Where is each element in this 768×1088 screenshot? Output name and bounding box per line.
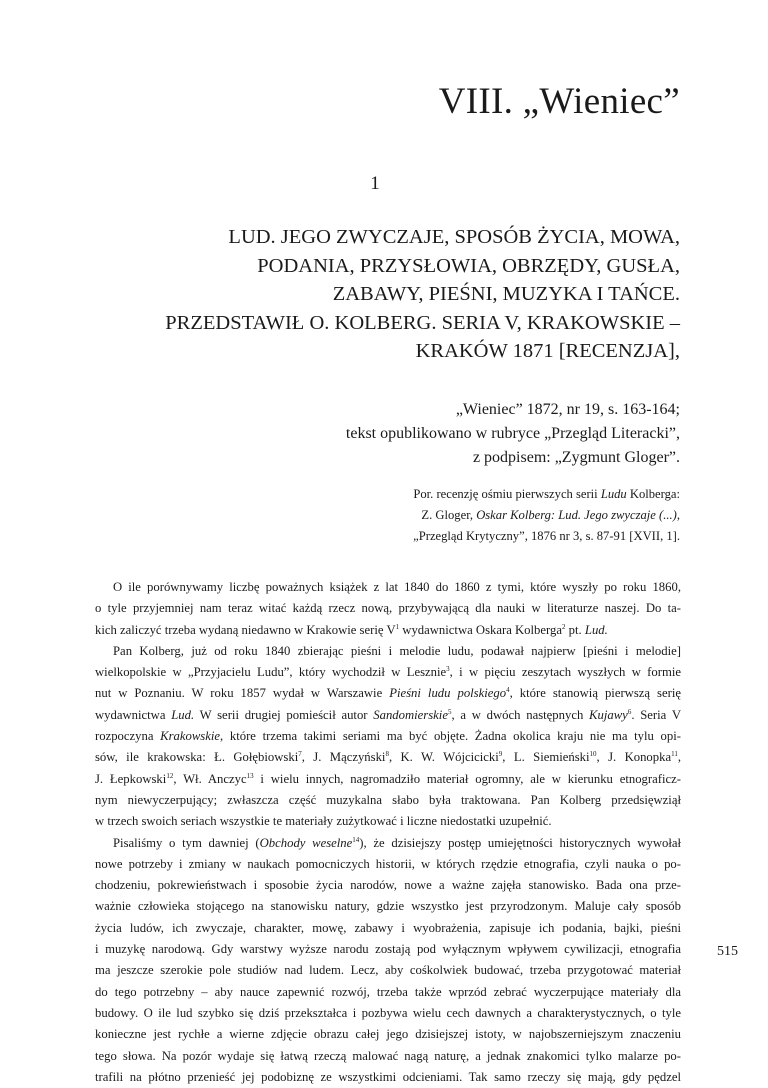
paragraph-line: życia ludów, ich zwyczaje, charakter, mowę, zabawy i wyobrażenia, zapisuje ich podania, bajki, pieśni <box>95 920 681 935</box>
paragraph-line: wydawnictwa Lud. W serii drugiej pomieścił autor Sandomierskie$^5$, a w dwóch następnych Kujawy$^6$. Seria V <box>95 707 681 722</box>
paragraph-line: budowy. O ile lud szybko się dziś przekształca i pozbywa wielu cech dawnych a charakterystycznych, o tyle <box>95 1005 681 1020</box>
source-note <box>120 398 680 470</box>
source-note-line: z podpisem: „Zygmunt Gloger”. <box>472 449 680 466</box>
article-title-line: KRAKÓW 1871 [RECENZJA], <box>415 340 680 362</box>
paragraph-line: J. Łepkowski$^{12}$, Wł. Anczyc$^{13}$ i wielu innych, nagromadziło materiał ogromny, ale w kierunku etnograficz- <box>95 771 681 786</box>
article-title-line: LUD. JEGO ZWYCZAJE, SPOSÓB ŻYCIA, MOWA, <box>228 226 680 248</box>
paragraph-line: nut w Poznaniu. W roku 1857 wydał w Warszawie Pieśni ludu polskiego$^4$, które stanowią pierwszą serię <box>95 686 681 701</box>
footnote-ref: 4 <box>506 686 510 695</box>
footnote-ref: 8 <box>385 750 389 759</box>
paragraph-line: konieczne jest rychłe a wierne zdjęcie obrazu całej jego dzisiejszej istoty, w najobszerniejszym znaczeniu <box>95 1027 681 1042</box>
paragraph-line: nowe potrzeby i zmiany w naukach pomocniczych historii, w których rzędzie etnografia, czyli nauka o po- <box>95 856 681 871</box>
article-title-line: PRZEDSTAWIŁ O. KOLBERG. SERIA V, KRAKOWSKIE – <box>165 311 680 334</box>
article-title <box>40 223 680 366</box>
paragraph-line: do tego potrzebny – aby nauce zapewnić rozwój, trzeba także wprzód zebrać wyczerpujące materiały dla <box>95 984 681 999</box>
footnote-ref: 7 <box>298 750 302 759</box>
paragraph-line: O ile porównywamy liczbę poważnych książek z lat 1840 do 1860 z tymi, które wyszły po roku 1860, <box>113 580 681 594</box>
see-also-line: Por. recenzję ośmiu pierwszych serii Ludu Kolberga: <box>413 487 680 501</box>
paragraph-line: ma jeszcze szerokie pole studiów nad ludem. Lecz, aby cośkolwiek budować, trzeba przygotować materiał <box>95 963 681 978</box>
paragraph-line: o tyle przyjemniej nam teraz witać każdą rzecz nową, przybywającą dla nauki w literaturze naszej. Do ta- <box>95 601 681 616</box>
paragraph-line: Pan Kolberg, już od roku 1840 zbierając pieśni i melodie ludu, podawał najpierw [pieśni i melodie] <box>113 643 681 658</box>
source-note-line: „Wieniec” 1872, nr 19, s. 163-164; <box>455 401 680 418</box>
chapter-title: VIII. „Wieniec” <box>438 81 680 122</box>
paragraph-line: Pisaliśmy o tym dawniej (Obchody weselne$^{14}$), że dzisiejszy postęp umiejętności historycznych wywołał <box>113 835 682 850</box>
paragraph-line: trafili na płótno przenieść jej podobiznę ze wszystkimi odcieniami. Tak samo rzeczy się mają, gdy pędzel <box>95 1069 681 1084</box>
footnote-ref: 13 <box>246 771 254 780</box>
footnote-ref: 14 <box>352 835 360 844</box>
footnote-ref: 11 <box>671 750 678 759</box>
footnote-ref: 1 <box>395 622 400 631</box>
paragraph-line: w trzech swoich seriach wszystkie te materiały zużytkować i liczne niedostatki uzupełnić. <box>95 814 552 829</box>
paragraph-line: kich zaliczyć trzeba wydaną niedawno w Krakowie serię $V^1$ wydawnictwa Oskara Kolberga$^2$ pt. Lud. <box>95 622 608 637</box>
paragraph-line: tego słowa. Na pozór wydaje się łatwą rzeczą malować nagą naturę, a jednak znakomici tylko malarze po- <box>95 1048 681 1063</box>
paragraph-line: i muzykę narodową. Gdy warstwy wyższe narodu zostają pod wyłącznym wpływem cywilizacji, etnografia <box>95 942 681 957</box>
paragraph-line: wielkopolskie w „Przyjacielu Ludu”, który wychodził w Lesznie$^3$, i w pięciu zeszytach wyszłych w formie <box>95 665 681 680</box>
footnote-ref: 2 <box>562 622 566 631</box>
footnote-ref: 3 <box>446 665 450 674</box>
see-also-line: Z. Gloger, Oskar Kolberg: Lud. Jego zwyczaje (...), <box>421 508 680 522</box>
section-number: 1 <box>370 173 380 194</box>
see-also-note <box>160 484 680 547</box>
footnote-ref: 10 <box>589 750 597 759</box>
footnote-ref: 12 <box>166 771 174 780</box>
footnote-ref: 6 <box>627 707 632 716</box>
body-text <box>95 577 681 1088</box>
see-also-line: „Przegląd Krytyczny”, 1876 nr 3, s. 87-91 [XVII, 1]. <box>413 529 680 543</box>
paragraph-line: ważnie człowieka stojącego na stanowisku natury, gdzie wszystko jest przyrodzonym. Maluje cały sposób <box>95 899 681 914</box>
paragraph-line: chodzeniu, pokrewieństwach i sposobie życia narodów, nowe a ważne zajęła stanowisko. Bada ona prze- <box>95 878 681 893</box>
footnote-ref: 5 <box>447 707 452 716</box>
footnote-ref: 9 <box>498 750 503 759</box>
paragraph-line: nym niewyczerpujący; zwłaszcza część muzykalna słabo była traktowana. Pan Kolberg przedsięwziął <box>95 792 681 807</box>
page-number: 515 <box>717 944 738 959</box>
article-title-line: PODANIA, PRZYSŁOWIA, OBRZĘDY, GUSŁA, <box>257 254 680 277</box>
source-note-line: tekst opublikowano w rubryce „Przegląd Literacki”, <box>345 425 680 442</box>
article-title-line: ZABAWY, PIEŚNI, MUZYKA I TAŃCE. <box>332 283 680 305</box>
paragraph-line: rozpoczyna Krakowskie, które trzema takimi seriami ma być objęte. Żadna okolica kraju nie ma tylu opi- <box>95 729 681 744</box>
paragraph-line: sów, ile krakowska: Ł. Gołębiowski$^7$, J. Mączyński$^8$, K. W. Wójcicicki$^9$, L. Siemieński$^{10}$, J. Konopka$^{11}$, <box>95 750 682 765</box>
